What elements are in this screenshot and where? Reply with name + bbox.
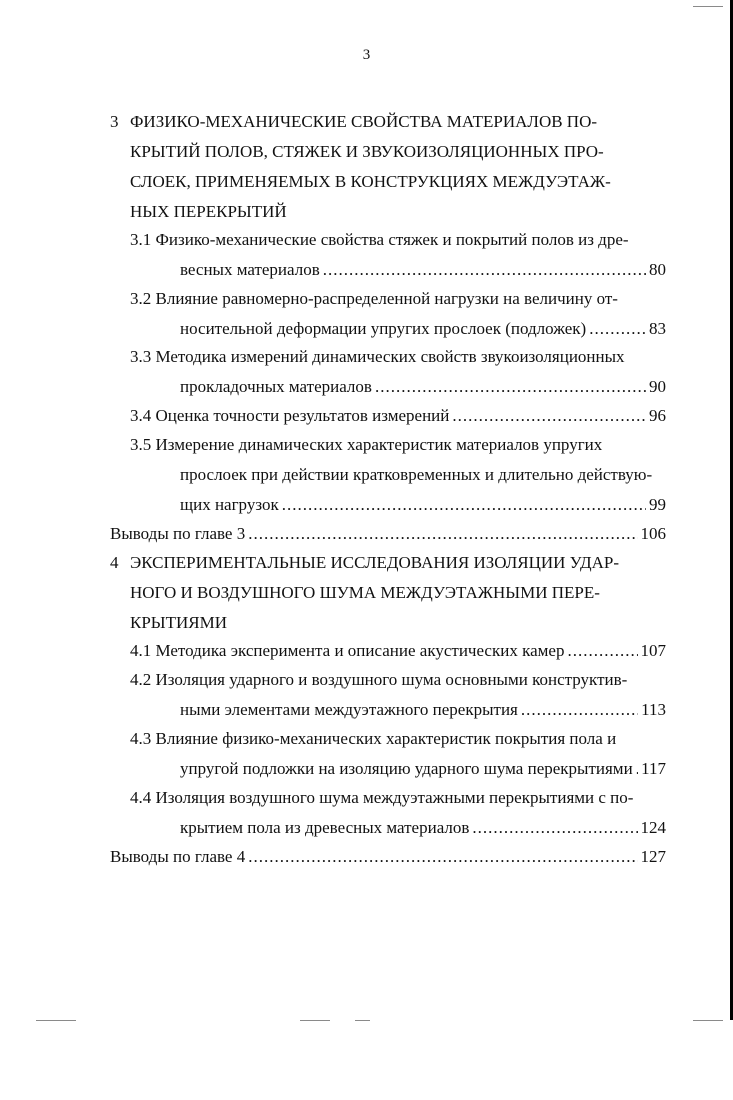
toc-entry-text: 4.3 Влияние физико-механических характеристик покрытия пола и	[130, 729, 617, 748]
toc-page-number: 113	[641, 700, 666, 719]
chapter-title-line: КРЫТИЯМИ	[130, 613, 228, 632]
toc-entry-text: прокладочных материалов	[180, 377, 372, 396]
toc-entry-text: весных материалов	[180, 260, 320, 279]
chapter-4-heading	[110, 548, 640, 638]
toc-page-number: 107	[640, 641, 666, 660]
dot-leader	[323, 255, 646, 285]
dot-leader	[521, 695, 638, 725]
toc-page-number: 80	[649, 260, 666, 279]
toc-entry-4-1	[130, 636, 666, 666]
toc-entry-3-2	[130, 284, 666, 344]
dot-leader	[248, 842, 637, 872]
toc-entry-text: 3.5 Измерение динамических характеристик материалов упругих	[130, 435, 603, 454]
chapter-title-line: ЭКСПЕРИМЕНТАЛЬНЫЕ ИССЛЕДОВАНИЯ ИЗОЛЯЦИИ УДАР-	[130, 553, 619, 572]
dot-leader	[636, 754, 638, 784]
toc-entry-4-2	[130, 665, 666, 725]
toc-page-number: 90	[649, 377, 666, 396]
toc-page-number: 127	[640, 847, 666, 866]
dot-leader	[567, 636, 637, 666]
scan-mark	[355, 1020, 370, 1021]
chapter-number: 4	[110, 553, 119, 572]
toc-entry-text: 4.2 Изоляция ударного и воздушного шума основными конструктив-	[130, 670, 628, 689]
dot-leader	[452, 401, 646, 431]
toc-conclusion-3	[110, 519, 666, 549]
toc-entry-text: 3.3 Методика измерений динамических свойств звукоизоляционных	[130, 347, 625, 366]
page-number: 3	[362, 47, 371, 63]
toc-page-number: 83	[649, 319, 666, 338]
toc-entry-text: Выводы по главе 3	[110, 524, 246, 543]
toc-entry-text: крытием пола из древесных материалов	[180, 818, 470, 837]
chapter-title-line: ФИЗИКО-МЕХАНИЧЕСКИЕ СВОЙСТВА МАТЕРИАЛОВ ПО-	[130, 112, 598, 131]
toc-entry-text: 3.4 Оценка точности результатов измерений	[130, 406, 450, 425]
chapter-3-heading	[110, 107, 640, 227]
toc-entry-3-1	[130, 225, 666, 285]
toc-entry-4-3	[130, 724, 666, 784]
toc-entry-text: упругой подложки на изоляцию ударного шума перекрытиями	[180, 759, 633, 778]
toc-entry-text: 3.1 Физико-механические свойства стяжек и покрытий полов из дре-	[130, 230, 629, 249]
scan-mark	[693, 1020, 723, 1021]
toc-entry-text: 4.4 Изоляция воздушного шума междуэтажными перекрытиями с по-	[130, 788, 634, 807]
scan-mark	[300, 1020, 330, 1021]
chapter-title-line: НЫХ ПЕРЕКРЫТИЙ	[130, 202, 287, 221]
toc-entry-text: 3.2 Влияние равномерно-распределенной нагрузки на величину от-	[130, 289, 618, 308]
dot-leader	[375, 372, 646, 402]
toc-page-number: 117	[641, 759, 666, 778]
toc-page-number: 99	[649, 495, 666, 514]
toc-page-number: 106	[640, 524, 666, 543]
toc-entry-text: щих нагрузок	[180, 495, 279, 514]
dot-leader	[472, 813, 637, 843]
dot-leader	[589, 314, 646, 344]
chapter-title-line: СЛОЕК, ПРИМЕНЯЕМЫХ В КОНСТРУКЦИЯХ МЕЖДУЭТАЖ-	[130, 172, 611, 191]
chapter-number: 3	[110, 112, 119, 131]
toc-page-number: 124	[640, 818, 666, 837]
toc-entry-text: носительной деформации упругих прослоек (подложек)	[180, 319, 587, 338]
toc-entry-4-4	[130, 783, 666, 843]
toc-entry-text: 4.1 Методика эксперимента и описание акустических камер	[130, 641, 565, 660]
dot-leader	[282, 490, 646, 520]
dot-leader	[248, 519, 637, 549]
toc-entry-text: ными элементами междуэтажного перекрытия	[180, 700, 518, 719]
toc-conclusion-4	[110, 842, 666, 872]
toc-entry-text: прослоек при действии кратковременных и длительно действую-	[180, 465, 653, 484]
toc-page-number: 96	[649, 406, 666, 425]
toc-entry-3-5	[130, 430, 666, 520]
toc-entry-3-3	[130, 342, 666, 402]
toc-entry-3-4	[130, 401, 666, 431]
scan-mark	[693, 6, 723, 7]
scan-mark	[36, 1020, 76, 1021]
toc-entry-text: Выводы по главе 4	[110, 847, 246, 866]
chapter-title-line: НОГО И ВОЗДУШНОГО ШУМА МЕЖДУЭТАЖНЫМИ ПЕРЕ-	[130, 583, 600, 602]
chapter-title-line: КРЫТИЙ ПОЛОВ, СТЯЖЕК И ЗВУКОИЗОЛЯЦИОННЫХ ПРО-	[130, 142, 604, 161]
